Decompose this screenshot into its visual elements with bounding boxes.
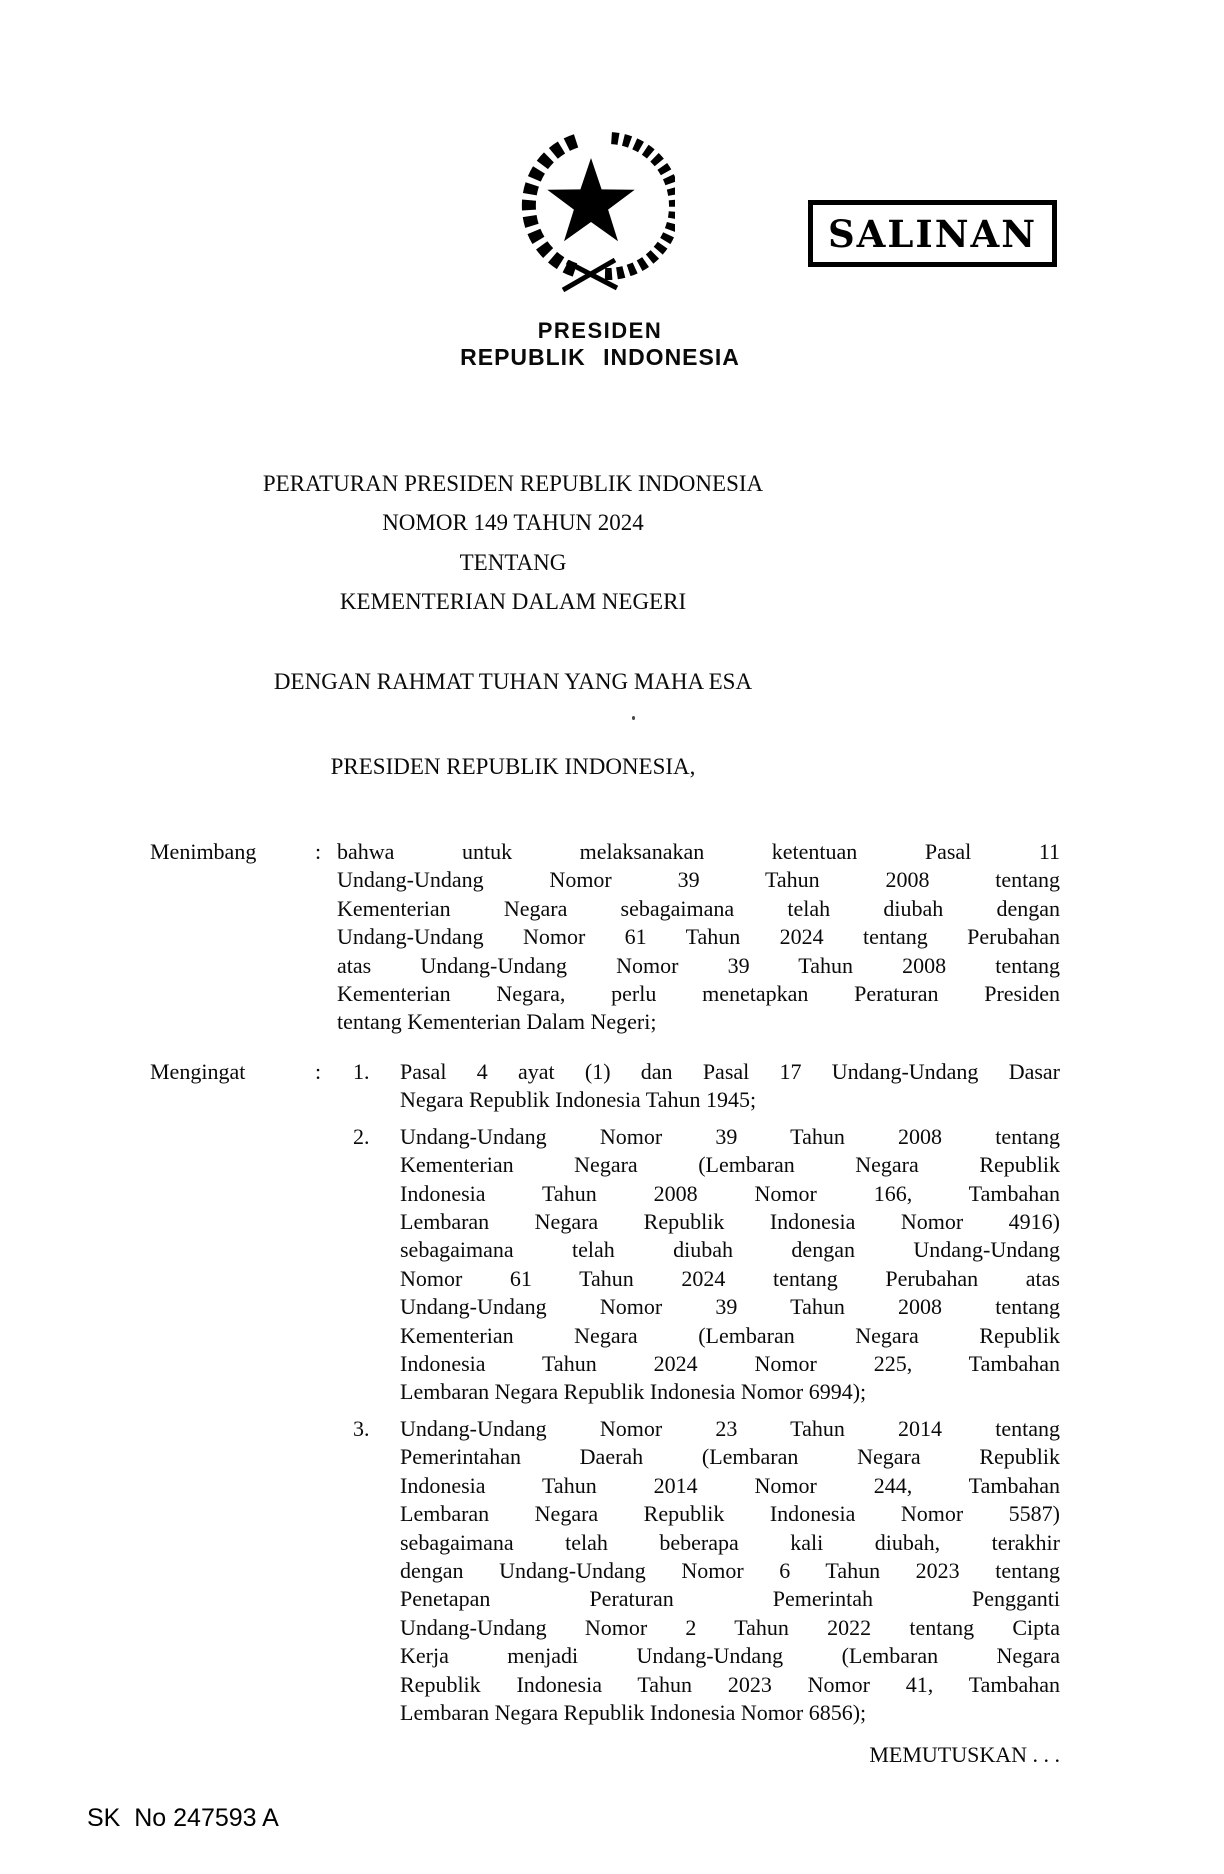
- legal-basis-list: [353, 1058, 1060, 1727]
- scan-speck: [632, 716, 635, 720]
- considerations-label: Menimbang: [150, 839, 257, 864]
- authority-line: PRESIDEN REPUBLIK INDONESIA,: [330, 754, 696, 779]
- considerations-colon: :: [315, 839, 322, 864]
- presidential-emblem: [505, 112, 675, 312]
- letterhead-org: [420, 318, 780, 370]
- item-text: Undang-Undang Nomor 39 Tahun 2008 tentang Kementerian Negara (Lembaran Negara Republik Indonesia Tahun 2008 Nomor 166, Tambahan Lembaran Negara Republik Indonesia Nomor 4916) sebagaimana telah diubah dengan Undang-Undang Nomor 61 Tahun 2024 tentang Perubahan atas Undang-Undang Nomor 39 Tahun 2008 tentang Kementerian Negara (Lembaran Negara Republik Indonesia Tahun 2024 Nomor 225, Tambahan Lembaran Negara Republik Indonesia Nomor 6994);: [400, 1123, 1060, 1405]
- wreath-right-rice-branch: [605, 138, 675, 274]
- considerations-clause: [150, 838, 1060, 1037]
- salinan-stamp-label: SALINAN: [827, 211, 1038, 256]
- legal-basis-label: Mengingat: [150, 1059, 246, 1084]
- star-icon: [547, 158, 634, 241]
- item-number: 1.: [353, 1059, 370, 1084]
- letterhead-presiden: PRESIDEN: [537, 318, 663, 343]
- item-text: Pasal 4 ayat (1) dan Pasal 17 Undang-Undang Dasar Negara Republik Indonesia Tahun 1945;: [400, 1059, 1060, 1113]
- item-text: Undang-Undang Nomor 23 Tahun 2014 tentang Pemerintahan Daerah (Lembaran Negara Republik Indonesia Tahun 2014 Nomor 244, Tambahan Lembaran Negara Republik Indonesia Nomor 5587) sebagaimana telah beberapa kali diubah, terakhir dengan Undang-Undang Nomor 6 Tahun 2023 tentang Penetapan Peraturan Pemerintah Pengganti Undang-Undang Nomor 2 Tahun 2022 tentang Cipta Kerja menjadi Undang-Undang (Lembaran Negara Republik Indonesia Tahun 2023 Nomor 41, Tambahan Lembaran Negara Republik Indonesia Nomor 6856);: [400, 1415, 1060, 1725]
- considerations-text: bahwa untuk melaksanakan ketentuan Pasal 11 Undang-Undang Nomor 39 Tahun 2008 tentang Kementerian Negara sebagaimana telah diubah dengan Undang-Undang Nomor 61 Tahun 2024 tentang Perubahan atas Undang-Undang Nomor 39 Tahun 2008 tentang Kementerian Negara, perlu menetapkan Peraturan Presiden tentang Kementerian Dalam Negeri;: [337, 839, 1060, 1035]
- title-line-number: NOMOR 149 TAHUN 2024: [382, 510, 644, 536]
- title-line-subject: KEMENTERIAN DALAM NEGERI: [339, 589, 687, 615]
- regulation-title: [163, 464, 863, 622]
- legal-basis-item-2: [353, 1123, 1060, 1407]
- continuation-marker: MEMUTUSKAN . . .: [869, 1742, 1060, 1767]
- title-line-regulation: PERATURAN PRESIDEN REPUBLIK INDONESIA: [262, 471, 764, 496]
- salinan-copy-stamp: [808, 200, 1057, 267]
- legal-basis-item-3: [353, 1415, 1060, 1727]
- item-number: 2.: [353, 1123, 370, 1149]
- letterhead-republik-indonesia: REPUBLIK INDONESIA: [460, 344, 740, 370]
- item-number: 3.: [353, 1415, 370, 1441]
- legal-basis-colon: :: [315, 1059, 322, 1084]
- legal-basis-item-1: [353, 1058, 1060, 1115]
- sk-number: SK No 247593 A: [87, 1804, 279, 1832]
- legal-basis-clause: [150, 1058, 1060, 1727]
- invocation-line: DENGAN RAHMAT TUHAN YANG MAHA ESA: [273, 669, 753, 694]
- title-line-tentang: TENTANG: [459, 549, 567, 575]
